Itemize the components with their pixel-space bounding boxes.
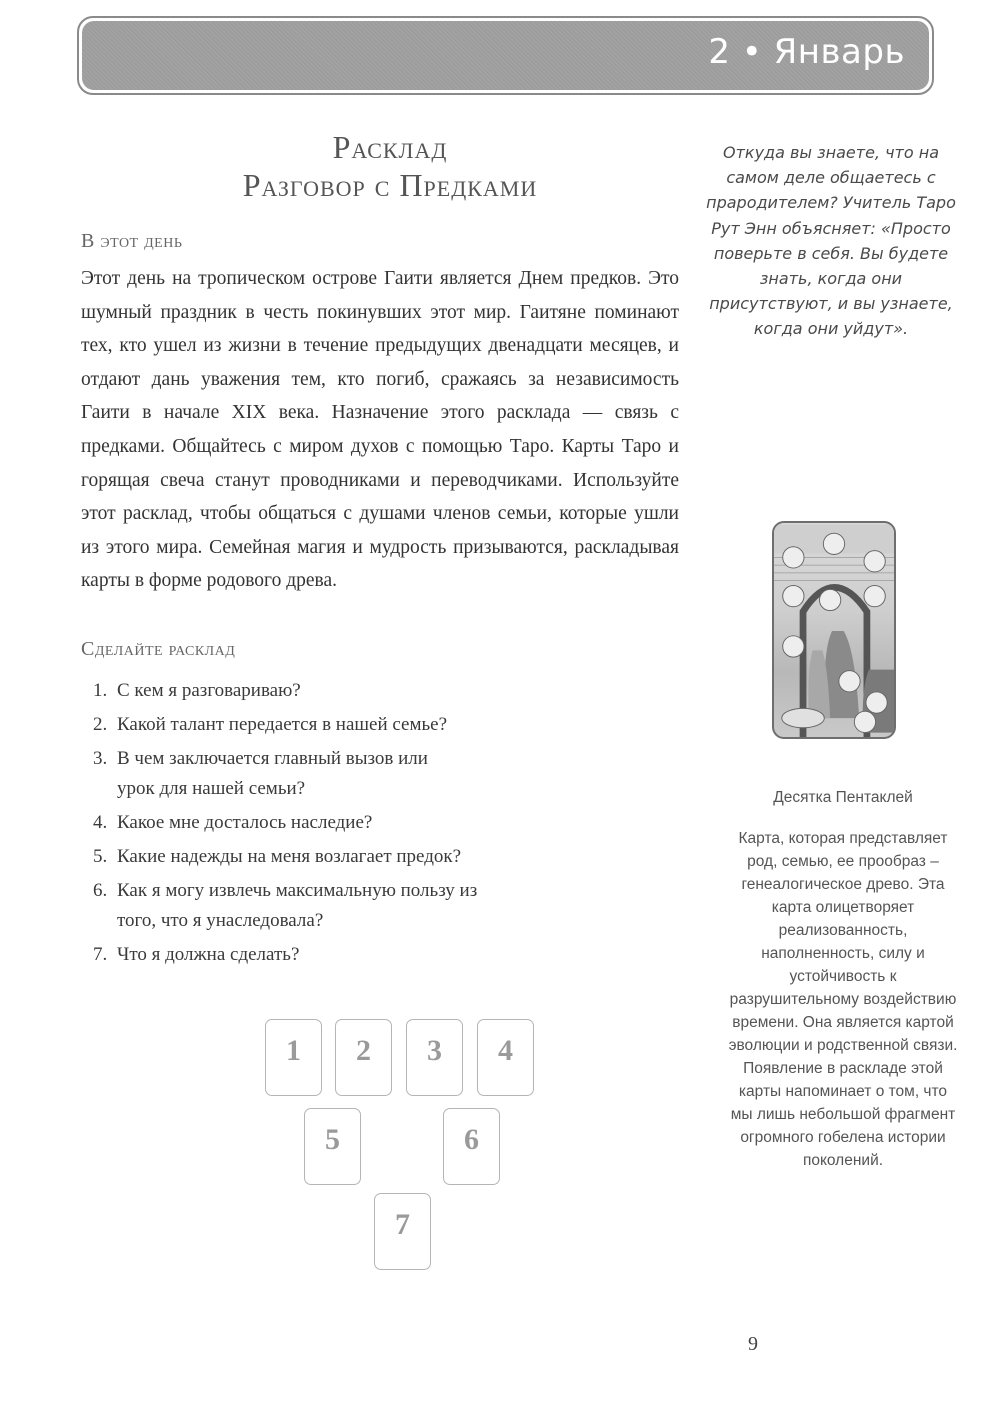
spread-card-4: 4 xyxy=(477,1019,534,1096)
question-item xyxy=(93,940,553,970)
question-item xyxy=(93,842,553,872)
question-number: 1. xyxy=(93,680,108,701)
question-number: 4. xyxy=(93,812,108,833)
section-heading-make-spread: Сделайте расклад xyxy=(81,638,236,660)
card-name: Десятка Пентаклей xyxy=(773,789,913,806)
spread-card-1: 1 xyxy=(265,1019,322,1096)
question-item xyxy=(93,676,553,706)
question-number: 6. xyxy=(93,880,108,901)
card-description: Карта, которая представляет род, семью, ее прообраз – генеалогическое древо. Эта карта олицетворяет реализованность, наполненность, силу и устойчивость к разрушительному воздействию времени. Она является картой эволюции и родственной связи. Появление в раскладе этой карты напоминает о том, что мы лишь небольшой фрагмент огромного гобелена истории поколений. xyxy=(728,830,958,1169)
spread-card-2: 2 xyxy=(335,1019,392,1096)
chapter-header-fill xyxy=(82,21,929,90)
spread-card-7: 7 xyxy=(374,1193,431,1270)
question-text: Как я могу извлечь максимальную пользу из того, что я унаследовала? xyxy=(117,880,478,931)
question-item xyxy=(93,876,513,936)
question-text: С кем я разговариваю? xyxy=(117,680,301,701)
question-text: Какой талант передается в нашей семье? xyxy=(117,714,448,735)
sidebar-quote: Откуда вы знаете, что на самом деле общаетесь с прародителем? Учитель Таро Рут Энн объясняет: «Просто поверьте в себя. Вы будете знать, когда они присутствуют, и вы узнаете, когда они уйдут». xyxy=(706,143,956,339)
page-title-line-1: Расклад xyxy=(332,129,448,165)
question-item xyxy=(93,744,443,804)
question-text: Какие надежды на меня возлагает предок? xyxy=(117,846,462,867)
question-item xyxy=(93,710,553,740)
ten-of-pentacles-card-icon xyxy=(772,521,896,739)
question-number: 2. xyxy=(93,714,108,735)
question-number: 5. xyxy=(93,846,108,867)
section-heading-this-day: В этот день xyxy=(81,230,183,252)
question-text: Что я должна сделать? xyxy=(117,944,300,965)
chapter-title: 2 • Январь xyxy=(708,32,905,72)
page-title xyxy=(140,128,640,204)
spread-card-5: 5 xyxy=(304,1108,361,1185)
spread-card-3: 3 xyxy=(406,1019,463,1096)
question-text: В чем заключается главный вызов или урок для нашей семьи? xyxy=(117,748,428,799)
question-number: 7. xyxy=(93,944,108,965)
page-number: 9 xyxy=(748,1333,758,1355)
card-caption xyxy=(728,786,958,1172)
page-title-line-2: Разговор с Предками xyxy=(242,167,538,203)
chapter-header-bar xyxy=(77,16,934,95)
question-number: 3. xyxy=(93,748,108,769)
question-list xyxy=(93,676,553,974)
section-body-this-day: Этот день на тропическом острове Гаити является Днем предков. Это шумный праздник в честь покинувших этот мир. Гаитяне поминают тех, кто ушел из жизни в течение предыдущих двенадцати месяцев, и отдают дань уважения тем, кто погиб, сражаясь за независимость Гаити в начале XIX века. Назначение этого расклада — связь с предками. Общайтесь с миром духов с помощью Таро. Карты Таро и горящая свеча станут проводниками и переводчиками. Используйте этот расклад, чтобы общаться с душами членов семьи, которые ушли из этого мира. Семейная магия и мудрость призываются, раскладывая карты в форме родового древа. xyxy=(81,268,679,592)
question-text: Какое мне досталось наследие? xyxy=(117,812,373,833)
question-item xyxy=(93,808,553,838)
spread-card-6: 6 xyxy=(443,1108,500,1185)
